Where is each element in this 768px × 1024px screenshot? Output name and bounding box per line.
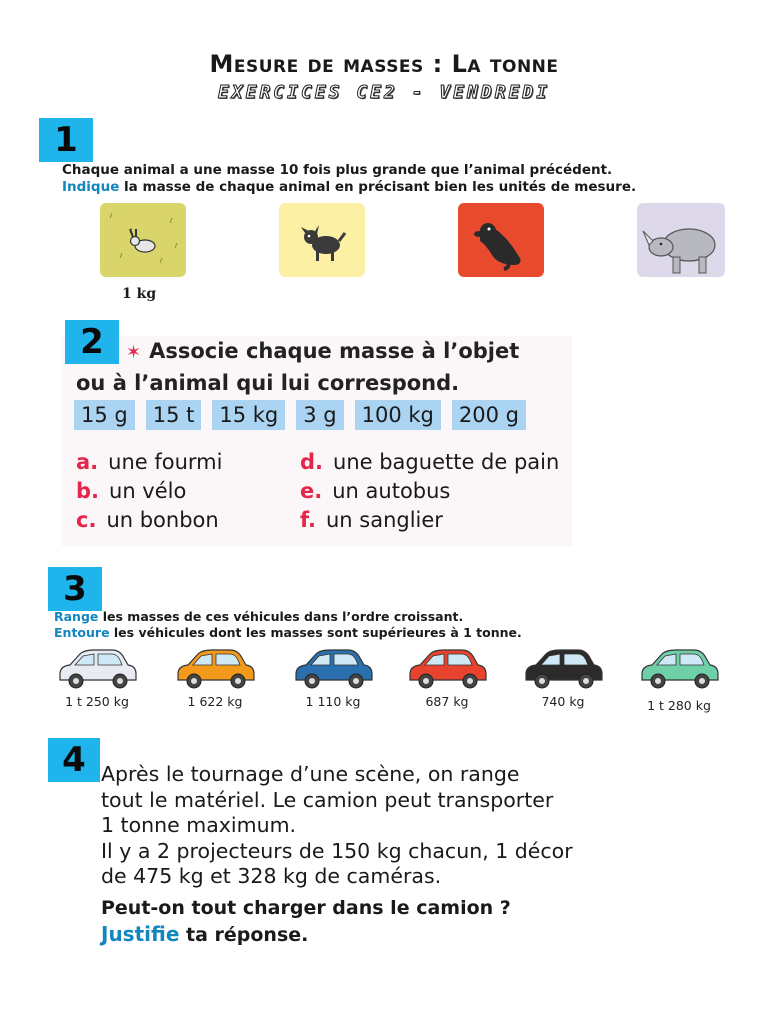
items-left-column <box>76 448 222 535</box>
exercise-3-line2-rest: les véhicules dont les masses sont supérieures à 1 tonne. <box>109 625 522 640</box>
dog-icon <box>279 203 365 277</box>
first-animal-mass: 1 kg <box>122 286 157 302</box>
item-letter: f. <box>300 508 316 532</box>
exercise-1-line1: Chaque animal a une masse 10 fois plus grande que l’animal précédent. <box>62 162 613 178</box>
exercise-1-line2-rest: la masse de chaque animal en précisant bien les unités de mesure. <box>119 179 637 195</box>
item-letter: e. <box>300 479 323 503</box>
exercise-1-instructions <box>62 162 636 196</box>
exercise-3-instructions <box>54 609 522 641</box>
seal-icon <box>458 203 544 277</box>
car-icon <box>54 644 140 692</box>
mass-option: 200 g <box>452 400 526 430</box>
list-item <box>76 506 222 535</box>
exercise-2-question-text1: Associe chaque masse à l’objet <box>149 339 520 363</box>
mass-options <box>74 400 526 430</box>
exercise-2-question-line2: ou à l’animal qui lui correspond. <box>76 371 460 395</box>
justify-line <box>101 921 511 948</box>
car-icon <box>172 644 258 692</box>
item-letter: c. <box>76 508 97 532</box>
list-item <box>300 477 559 506</box>
page-subtitle: EXERCICES CE2 - VENDREDI <box>217 82 551 103</box>
rabbit-icon <box>100 203 186 277</box>
car-icon <box>636 644 722 692</box>
page-title: Mesure de masses : La tonne <box>209 50 559 78</box>
item-letter: b. <box>76 479 100 503</box>
car-icon <box>290 644 376 692</box>
problem-line: de 475 kg et 328 kg de caméras. <box>101 864 442 888</box>
exercise-3-number: 3 <box>48 567 102 611</box>
mass-option: 3 g <box>296 400 343 430</box>
problem-line: tout le matériel. Le camion peut transporter <box>101 787 554 812</box>
justify-verb: Justifie <box>101 922 180 946</box>
car-mass-label: 1 110 kg <box>305 694 361 709</box>
item-text: un autobus <box>332 479 451 503</box>
justify-rest: ta réponse. <box>179 924 309 946</box>
exercise-1-verb: Indique <box>62 179 120 195</box>
exercise-2-question <box>76 336 519 398</box>
item-text: une baguette de pain <box>333 450 560 474</box>
item-text: un bonbon <box>106 508 219 532</box>
mass-option: 15 g <box>74 400 135 430</box>
list-item <box>300 506 559 535</box>
items-right-column <box>300 448 559 535</box>
exercise-4-problem <box>101 762 573 890</box>
exercise-3-verb2: Entoure <box>54 625 110 640</box>
item-text: un vélo <box>109 479 187 503</box>
car-mass-label: 1 622 kg <box>187 694 243 709</box>
exercise-2-question-line1 <box>76 336 519 368</box>
car-mass-label: 1 t 280 kg <box>647 698 711 713</box>
exercise-4-number: 4 <box>48 738 100 782</box>
problem-line: 1 tonne maximum. <box>101 813 297 837</box>
car-mass-label: 687 kg <box>425 694 469 709</box>
item-letter: a. <box>76 450 99 474</box>
question-text: Peut-on tout charger dans le camion ? <box>101 897 511 919</box>
list-item <box>300 448 559 477</box>
list-item <box>76 477 222 506</box>
item-text: un sanglier <box>325 508 443 532</box>
car-icon <box>404 644 490 692</box>
exercise-3-line1-rest: les masses de ces véhicules dans l’ordre croissant. <box>98 609 464 624</box>
car-mass-label: 740 kg <box>541 694 585 709</box>
car-mass-label: 1 t 250 kg <box>65 694 129 709</box>
item-text: une fourmi <box>108 450 223 474</box>
exercise-1-line2 <box>62 179 636 196</box>
exercise-4-question <box>101 895 511 948</box>
exercise-3-line2 <box>54 625 522 641</box>
mass-option: 15 kg <box>212 400 285 430</box>
star-icon: ✶ <box>126 342 142 363</box>
list-item <box>76 448 222 477</box>
car-icon <box>520 644 606 692</box>
mass-option: 100 kg <box>355 400 441 430</box>
problem-line: Après le tournage d’une scène, on range <box>101 762 520 786</box>
problem-line: Il y a 2 projecteurs de 150 kg chacun, 1 décor <box>101 838 573 863</box>
item-letter: d. <box>300 450 324 474</box>
rhino-icon <box>637 203 725 277</box>
mass-option: 15 t <box>146 400 202 430</box>
exercise-2-number: 2 <box>65 320 119 364</box>
exercise-3-verb1: Range <box>54 609 99 624</box>
exercise-1-number: 1 <box>39 118 93 162</box>
exercise-3-line1 <box>54 609 522 625</box>
